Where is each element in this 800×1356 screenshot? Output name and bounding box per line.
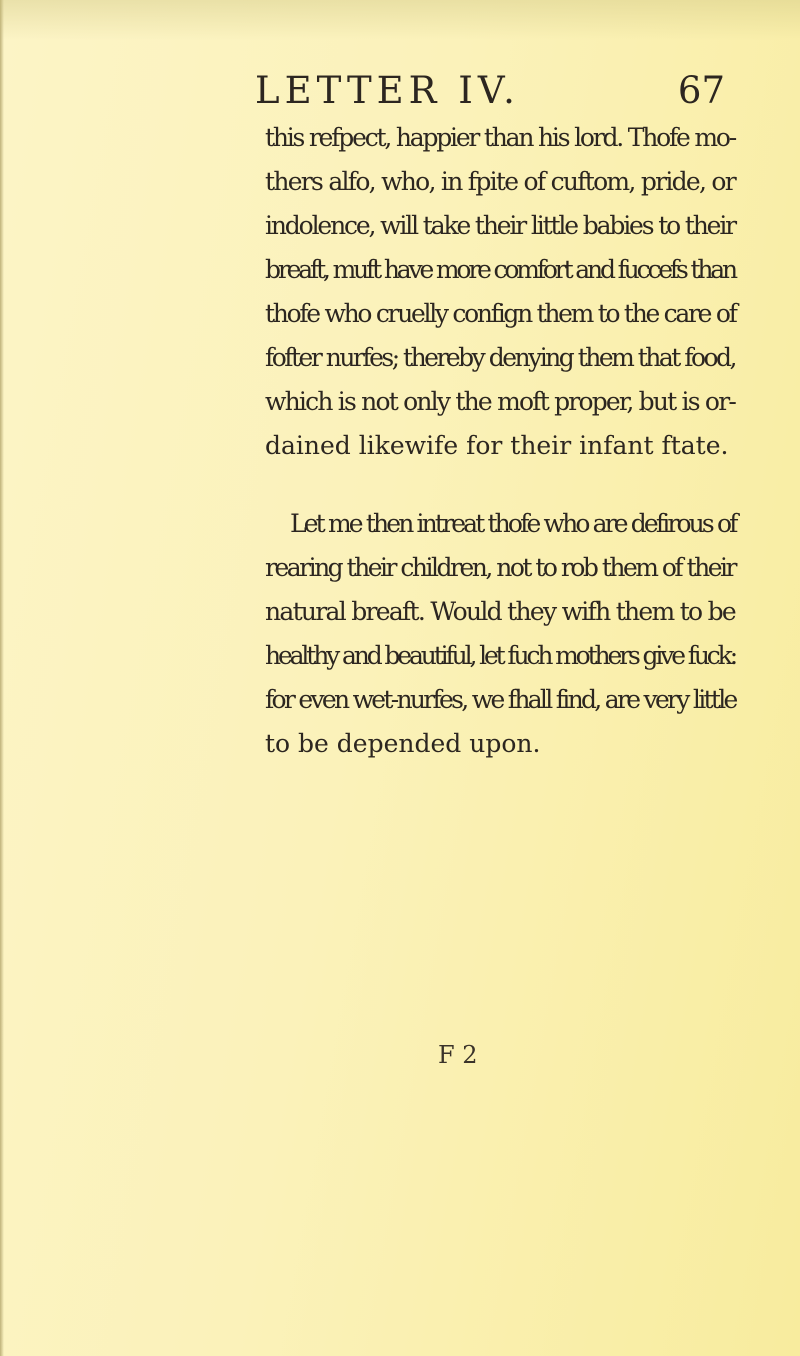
text-line: healthy and beautiful, let fuch mothers give fuck: <box>265 641 735 670</box>
text-line: which is not only the moft proper, but is or- <box>265 387 735 416</box>
text-line: thofe who cruelly confign them to the care of <box>265 299 736 328</box>
text-line: breaft, muft have more comfort and fuccefs than <box>265 255 735 284</box>
text-line: this refpect, happier than his lord. Thofe mo- <box>265 123 735 152</box>
text-line: thers alfo, who, in fpite of cuftom, pride, or <box>265 167 735 196</box>
text-line: Let me then intreat thofe who are defirous of <box>290 509 736 538</box>
text-line: dained likewife for their infant ftate. <box>265 431 729 460</box>
chapter-title: LETTER IV. <box>255 69 520 112</box>
text-line: rearing their children, not to rob them of their <box>265 553 735 582</box>
signature-mark: F 2 <box>438 1041 478 1069</box>
page-number: 67 <box>677 69 725 112</box>
page-edge <box>0 0 4 1356</box>
text-line: fofter nurfes; thereby denying them that food, <box>265 343 735 372</box>
text-line: natural breaft. Would they wifh them to be <box>265 597 735 626</box>
running-head <box>255 70 725 112</box>
text-line: for even wet-nurfes, we fhall find, are very little <box>265 685 736 714</box>
text-line: to be depended upon. <box>265 729 541 758</box>
text-line: indolence, will take their little babies to their <box>265 211 735 240</box>
page-shadow <box>0 0 800 40</box>
